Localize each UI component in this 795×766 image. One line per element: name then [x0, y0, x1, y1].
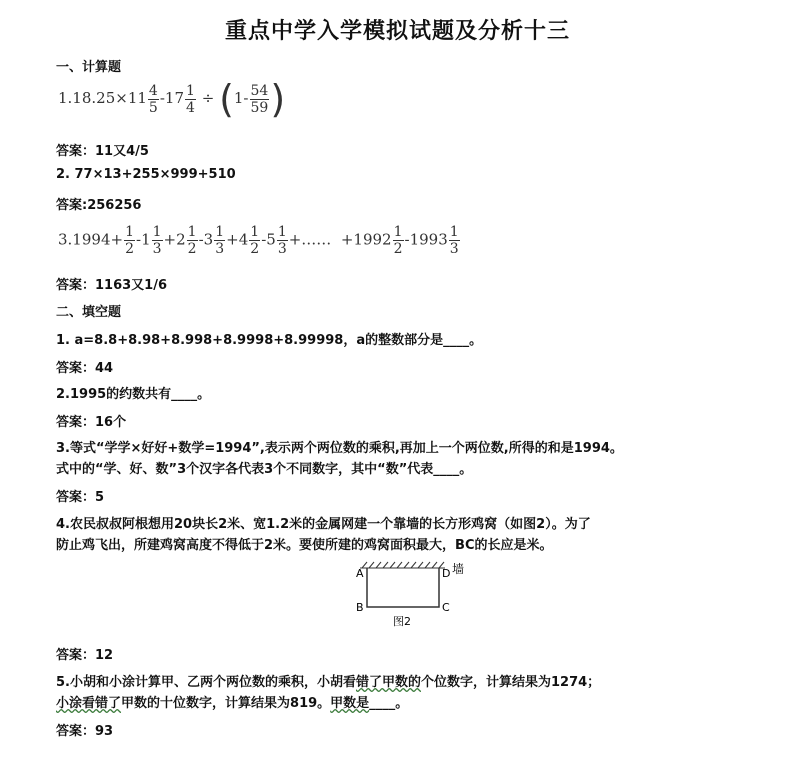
- calc-q3-expression: [58, 224, 461, 257]
- q1-mid1: -17: [159, 89, 184, 107]
- q3-tail1-fraction: $\frac{1}{2}$: [393, 224, 403, 257]
- point-b-label: B: [356, 601, 364, 614]
- section-heading-fill: 二、填空题: [56, 305, 122, 320]
- fill-q3-answer: 答案：5: [56, 490, 105, 505]
- q3-ellipsis: +……: [288, 230, 332, 249]
- page-title: 重点中学入学模拟试题及分析十三: [224, 18, 570, 44]
- q5-line2-part-e: ____。: [369, 696, 409, 711]
- q5-line1-part-c: 个位数字，计算结果为1274；: [421, 675, 601, 690]
- q3-term-0-whole: 3.1994: [58, 230, 111, 249]
- q1-fraction-3: $\frac{54}{59}$: [250, 82, 269, 116]
- fill-q5-line1: [56, 671, 600, 690]
- fill-q3-line2: 式中的“学、好、数”3个汉字各代表3个不同数字，其中“数”代表____。: [56, 462, 473, 477]
- q3-term-0-fraction: $\frac{1}{2}$: [125, 224, 134, 257]
- q3-term-4-whole: +4: [226, 230, 249, 249]
- q5-line2-part-b: 甲数的十位: [121, 696, 187, 711]
- q5-line1-part-b: 错了甲数的: [355, 675, 421, 690]
- q3-term-3-whole: -3: [198, 230, 214, 249]
- q1-paren-close: ): [270, 77, 286, 121]
- q5-line2-part-c: 数字，计算结果为819。: [186, 696, 331, 711]
- q3-tail2-fraction: $\frac{1}{3}$: [449, 224, 459, 257]
- calc-q1-answer: 答案：11又4/5: [56, 144, 149, 159]
- calc-q2-text: 2. 77×13+255×999+510: [56, 167, 236, 182]
- fill-q5-answer: 答案：93: [56, 724, 114, 739]
- q5-line2-part-d: 甲数是: [330, 696, 370, 711]
- q1-prefix: 1.18.25×11: [58, 89, 147, 107]
- fill-q2-answer: 答案：16个: [56, 415, 127, 430]
- fill-q2-text: 2.1995的约数共有____。: [56, 387, 211, 402]
- q3-term-5-whole: -5: [261, 230, 276, 249]
- point-a-label: A: [356, 567, 364, 580]
- q3-term-4-fraction: $\frac{1}{2}$: [250, 224, 260, 257]
- q1-paren-open: (: [219, 77, 234, 121]
- calc-q2-answer: 答案:256256: [56, 198, 142, 213]
- fill-q4-answer: 答案：12: [56, 648, 114, 663]
- q1-fraction-2: $\frac{1}{4}$: [186, 82, 195, 116]
- point-c-label: C: [442, 601, 450, 614]
- fill-q4-line2: 防止鸡飞出，所建鸡窝高度不得低于2米。要使所建的鸡窝面积最大，BC的长应是米。: [56, 538, 553, 553]
- q3-term-1-fraction: $\frac{1}{3}$: [152, 224, 162, 257]
- q1-fraction-1: $\frac{4}{5}$: [148, 82, 158, 116]
- q3-term-2-whole: +2: [163, 230, 186, 249]
- section-heading-calc: 一、计算题: [56, 60, 122, 75]
- fill-q4-line1: 4.农民叔叔阿根想用20块长2米、宽1.2米的金属网建一个靠墙的长方形鸡窝（如图2）。为了: [56, 517, 591, 532]
- fill-q5-line2: [56, 692, 408, 711]
- fill-q3-line1: 3.等式“学学×好好+数学=1994”,表示两个两位数的乘积,再加上一个两位数,所得的和是1994。: [56, 441, 623, 456]
- figure-caption: 图2: [393, 615, 411, 628]
- calc-q1-expression: [58, 77, 286, 121]
- point-d-label: D: [442, 567, 451, 580]
- q5-line2-part-a: 小涂看错了: [56, 696, 122, 711]
- wall-label: 墙: [452, 562, 465, 576]
- q1-inner: 1-: [233, 89, 249, 107]
- q3-term-2-fraction: $\frac{1}{2}$: [187, 224, 197, 257]
- fill-q1-answer: 答案：44: [56, 361, 114, 376]
- wall-hatching: [360, 562, 445, 568]
- q3-term-3-fraction: $\frac{1}{3}$: [215, 224, 225, 257]
- q5-line1-part-a: 5.小胡和小涂计算甲、乙两个两位数的乘积，小胡看: [56, 675, 356, 690]
- calc-q3-answer: 答案：1163又1/6: [56, 278, 168, 293]
- figure-2-chicken-coop: [350, 560, 480, 632]
- q3-term-5-fraction: $\frac{1}{3}$: [277, 224, 287, 257]
- fill-q1-text: 1. a=8.8+8.98+8.998+8.9998+8.99998，a的整数部分是____。: [56, 333, 483, 348]
- q3-term-0-sign: +: [110, 230, 124, 249]
- q1-divide: ÷: [201, 89, 215, 107]
- q3-term-1-whole: -1: [136, 230, 151, 249]
- q3-tail1-whole: +1992: [340, 230, 392, 249]
- coop-outline: [367, 568, 439, 607]
- q3-tail2-whole: -1993: [404, 230, 448, 249]
